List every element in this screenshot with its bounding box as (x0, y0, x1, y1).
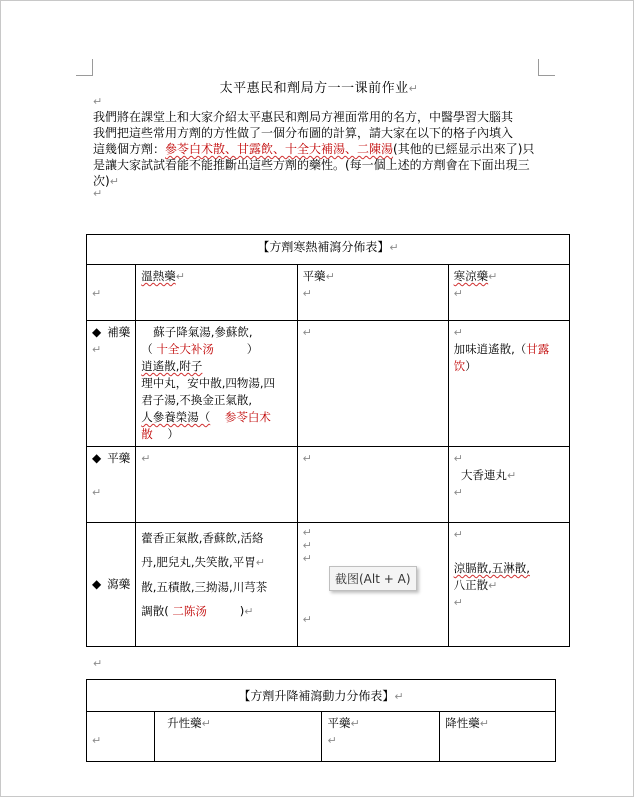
col-header-falling[interactable]: 降性藥↵ (440, 712, 556, 762)
col-header-cold[interactable]: 寒涼藥↵ ↵ (448, 265, 569, 321)
document-title[interactable]: 太平惠民和劑局方一一课前作业↵ (219, 81, 419, 96)
cell-purge-cold[interactable]: ↵ 涼膈散,五淋散, 八正散↵ ↵ (448, 523, 569, 647)
highlighted-formulas: 參苓白术散、甘露飲、十全大補湯、二陳湯 (165, 142, 394, 156)
cell-tonify-cold[interactable]: ↵ 加味逍遙散,（甘露饮） (448, 321, 569, 447)
cell-tonify-neutral[interactable]: ↵ (297, 321, 448, 447)
cell-purge-neutral[interactable]: ↵ ↵ ↵ ↵ (297, 523, 448, 647)
table-title[interactable]: 【方劑升降補瀉動力分佈表】↵ (87, 680, 556, 712)
paragraph-mark: ↵ (93, 187, 103, 200)
col-header-neutral[interactable]: 平藥↵ ↵ (297, 265, 448, 321)
col-header-warm[interactable]: 溫熱藥↵ (136, 265, 297, 321)
cell-neutral-neutral[interactable]: ↵ (297, 447, 448, 523)
diamond-bullet-icon: ◆ (92, 451, 102, 465)
diamond-bullet-icon: ◆ (92, 325, 102, 339)
table-cell[interactable]: ↵ (87, 712, 155, 762)
rise-fall-table (86, 679, 556, 762)
screenshot-tooltip: 截图(Alt + A) (329, 566, 417, 591)
row-label-purge[interactable]: ◆ 瀉藥 (87, 523, 136, 647)
intro-paragraph[interactable]: 我們將在課堂上和大家介紹太平惠民和劑局方裡面常用的名方，中醫學習大腦其 我們把這些常用方劑的方性做了一個分布圖的計算，請大家在以下的格子內填入 這幾個方劑：參苓白术散、甘露飲、十全大補湯、二陳湯(其他的已經显示出來了)只是讓大家試試看能不能推斷出這些方劑的藥性。(每一個上述的方劑會在下面出現三次)↵ (93, 110, 535, 188)
col-header-neutral[interactable]: 平藥↵ ↵ (322, 712, 440, 762)
cell-tonify-warm[interactable]: 蘇子降氣湯,參蘇飲, （ 十全大补汤 ） 逍遙散,附子 理中丸，安中散,四物湯,四 君子湯,不換金正氣散, 人參養榮湯（ 参苓白术散 ） (136, 321, 297, 447)
row-label-tonify[interactable]: ◆ 補藥 ↵ (87, 321, 136, 447)
cell-purge-warm[interactable]: 藿香正氣散,香蘇飲,活絡 丹,肥兒丸,失笑散,平胃↵ 散,五積散,三拗湯,川芎茶 調散( 二陈汤 )↵ (136, 523, 297, 647)
row-label-neutral[interactable]: ◆ 平藥 ↵ (87, 447, 136, 523)
table-title[interactable]: 【方劑寒熱補瀉分佈表】↵ (87, 235, 570, 265)
cold-heat-table (86, 234, 570, 647)
cell-neutral-cold[interactable]: ↵ 大香連丸↵ ↵ (448, 447, 569, 523)
table-cell[interactable]: ↵ (87, 265, 136, 321)
paragraph-mark: ↵ (93, 95, 103, 108)
col-header-rising[interactable]: 升性藥↵ (154, 712, 322, 762)
cell-neutral-warm[interactable]: ↵ (136, 447, 297, 523)
page-corner-mark (76, 59, 93, 76)
paragraph-mark: ↵ (93, 657, 103, 670)
page-corner-mark (538, 59, 555, 76)
diamond-bullet-icon: ◆ (92, 577, 102, 591)
